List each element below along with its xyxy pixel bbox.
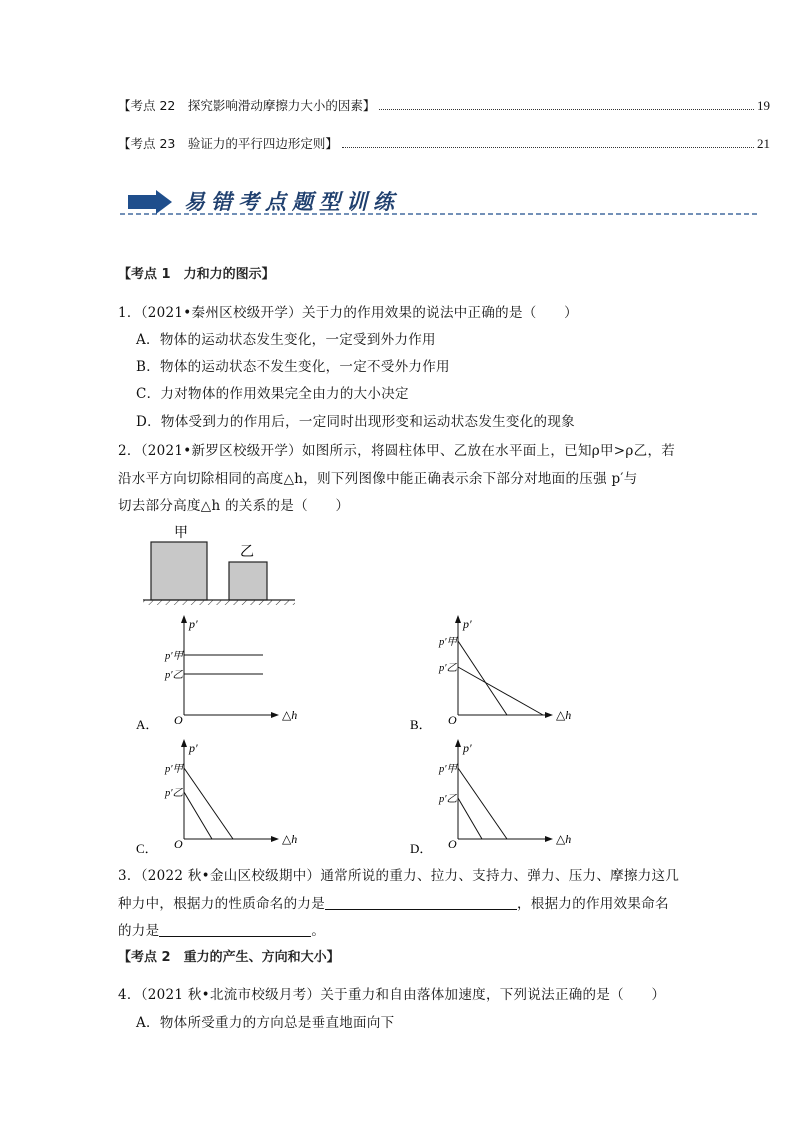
ground-hatch (143, 600, 295, 605)
question-1-option-c[interactable]: C．力对物体的作用效果完全由力的大小决定 (136, 386, 409, 402)
option-letter: B． (410, 717, 432, 730)
question-3-text: 。 (311, 923, 326, 939)
x-axis-label: △h (282, 832, 298, 846)
question-1-stem: 1．（2021•秦州区校级开学）关于力的作用效果的说法中正确的是（ ） (118, 305, 578, 321)
answer-blank-1[interactable] (325, 895, 517, 910)
x-axis-label: △h (556, 832, 572, 846)
toc-entry-23[interactable] (118, 134, 770, 152)
p-yi-label: p′乙 (165, 788, 184, 799)
p-yi-label: p′乙 (439, 663, 458, 674)
y-axis-arrow-icon (181, 739, 187, 747)
origin-label: O (448, 713, 457, 727)
y-axis-label: p′ (189, 741, 198, 755)
cylinder-jia (151, 542, 207, 600)
question-1-option-d[interactable]: D．物体受到力的作用后，一定同时出现形变和运动状态发生变化的现象 (136, 414, 575, 430)
y-axis-arrow-icon (455, 739, 461, 747)
toc-page-number: 21 (757, 136, 770, 151)
question-3-text: 的力是 (118, 923, 160, 939)
cylinder-yi (229, 562, 267, 600)
x-axis-arrow-icon (545, 712, 553, 718)
series-yi-line (458, 798, 482, 839)
p-jia-label: p′甲 (439, 764, 458, 775)
question-1-option-a[interactable]: A．物体的运动状态发生变化，一定受到外力作用 (136, 332, 436, 348)
question-3-text: 种力中，根据力的性质命名的力是 (118, 896, 325, 912)
section-heading-2: 【考点 2 重力的产生、方向和大小】 (118, 950, 340, 965)
graph-option-d[interactable] (410, 736, 580, 854)
p-yi-label: p′乙 (439, 794, 458, 805)
p-yi-label: p′乙 (165, 670, 184, 681)
y-axis-arrow-icon (455, 615, 461, 623)
origin-label: O (174, 713, 183, 727)
p-jia-label: p′甲 (165, 651, 184, 662)
question-3-line-2 (118, 892, 669, 912)
y-axis-arrow-icon (181, 615, 187, 623)
question-3-line-3 (118, 919, 325, 939)
label-yi: 乙 (240, 545, 254, 560)
series-yi-line (458, 667, 543, 715)
toc-label: 【考点 22 探究影响滑动摩擦力大小的因素】 (118, 98, 376, 113)
y-axis-label: p′ (463, 617, 472, 631)
question-3-line-1: 3．（2022 秋•金山区校级期中）通常所说的重力、拉力、支持力、弹力、压力、摩擦力这几 (118, 868, 680, 884)
question-2-line-1: 2．（2021•新罗区校级开学）如图所示，将圆柱体甲、乙放在水平面上，已知ρ甲>ρ乙，若 (118, 443, 676, 459)
section-heading-1: 【考点 1 力和力的图示】 (118, 267, 275, 282)
option-letter: D． (410, 841, 433, 854)
question-4-stem: 4．（2021 秋•北流市校级月考）关于重力和自由落体加速度，下列说法正确的是（ ） (118, 987, 666, 1003)
origin-label: O (448, 837, 457, 851)
question-2-line-2: 沿水平方向切除相同的高度△h，则下列图像中能正确表示余下部分对地面的压强 p′与 (118, 471, 638, 487)
x-axis-label: △h (282, 708, 298, 722)
p-jia-label: p′甲 (439, 637, 458, 648)
banner-title: 易错考点题型训练 (184, 189, 400, 214)
toc-leader (379, 108, 754, 110)
question-2-line-3: 切去部分高度△h 的关系的是（ ） (118, 498, 350, 514)
x-axis-arrow-icon (271, 836, 279, 842)
x-axis-arrow-icon (545, 836, 553, 842)
toc-page-number: 19 (757, 98, 770, 113)
arrow-right-icon (128, 190, 172, 214)
question-1-option-b[interactable]: B．物体的运动状态不发生变化，一定不受外力作用 (136, 359, 450, 375)
series-jia-line (458, 641, 507, 715)
toc-leader (342, 146, 754, 148)
toc-entry-22[interactable] (118, 96, 770, 114)
toc-label: 【考点 23 验证力的平行四边形定则】 (118, 136, 338, 151)
question-3-text: ，根据力的作用效果命名 (517, 896, 669, 912)
cylinders-figure (140, 520, 300, 612)
graph-option-b[interactable] (410, 612, 580, 730)
y-axis-label: p′ (463, 741, 472, 755)
x-axis-label: △h (556, 708, 572, 722)
option-letter: A． (136, 717, 159, 730)
p-jia-label: p′甲 (165, 764, 184, 775)
option-letter: C． (136, 841, 158, 854)
series-yi-line (184, 792, 212, 839)
series-jia-line (458, 768, 507, 839)
graph-option-a[interactable] (136, 612, 306, 730)
label-jia: 甲 (174, 526, 188, 541)
graph-option-c[interactable] (136, 736, 306, 854)
x-axis-arrow-icon (271, 712, 279, 718)
y-axis-label: p′ (189, 617, 198, 631)
answer-blank-2[interactable] (159, 922, 311, 937)
question-4-option-a[interactable]: A．物体所受重力的方向总是垂直地面向下 (136, 1015, 395, 1031)
origin-label: O (174, 837, 183, 851)
